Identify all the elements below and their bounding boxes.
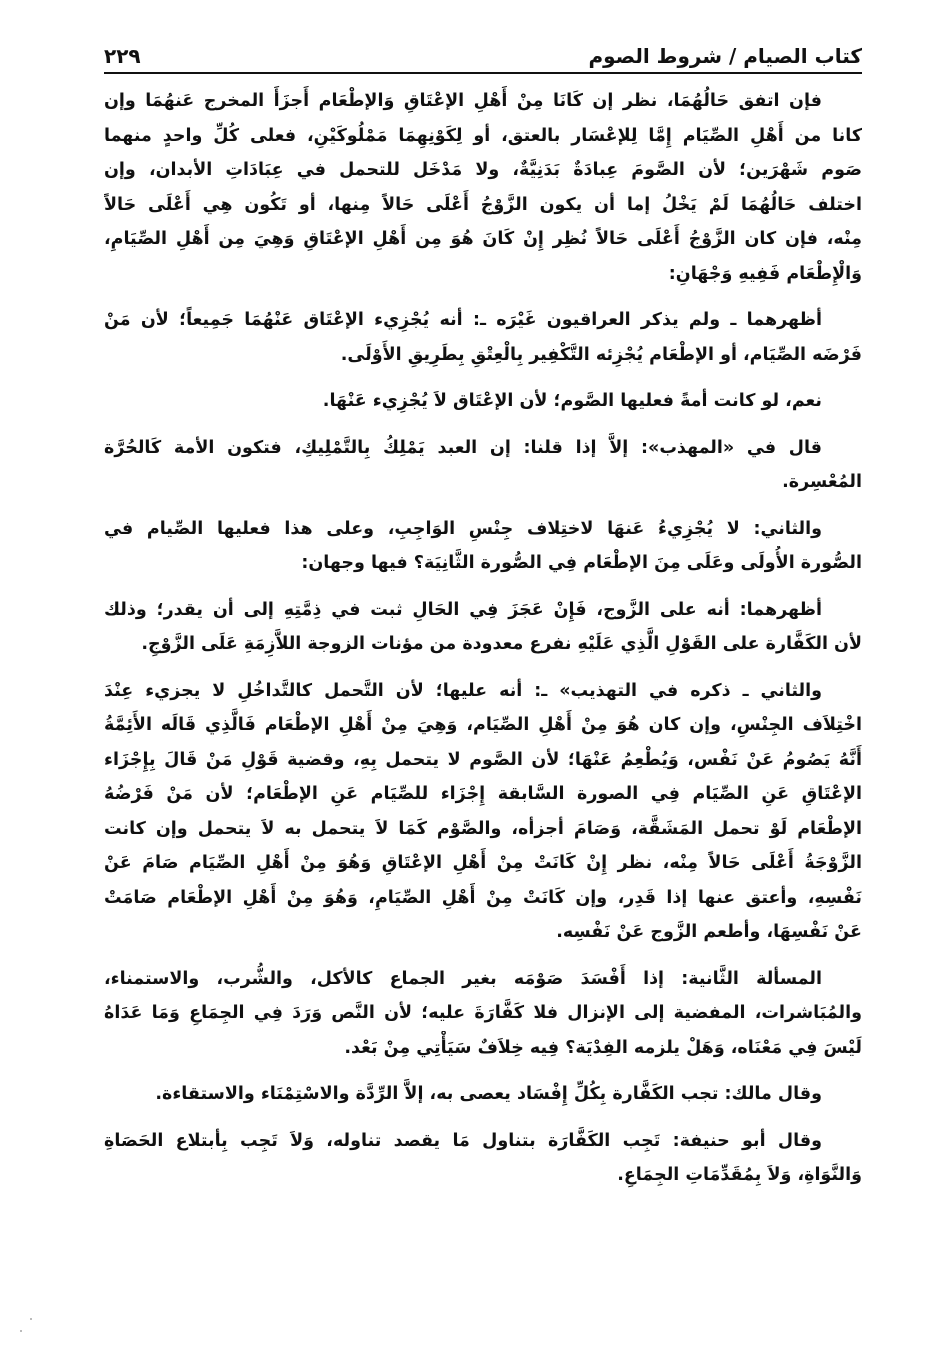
line-text: المُعْسِرة. (782, 472, 862, 492)
scan-speck (30, 1318, 32, 1320)
line-text: اخْتِلاَف الجِنْسِ، وإن كان هُوَ مِنْ أَهْلِ الصِّيَام، وَهِيَ مِنْ أَهْلِ الإطْعَام فَالَّذِي قَالَه الأَئِمَّةُ (104, 715, 862, 735)
text-line (104, 593, 862, 628)
text-line (104, 153, 862, 188)
line-text: مِنْه، فإن كان الزَّوْجُ أَعْلَى حَالاً نُظِر إِنْ كَانَ هُوَ مِن أَهْلِ الإعْتَاقِ وَهِيَ مِن أَهْلِ الصِّيَامِ، (104, 229, 862, 249)
paragraph (104, 962, 862, 1066)
paragraph (104, 84, 862, 291)
line-text: : لا يُجْزِيءُ عَنهَا لاختِلاف جِنْسِ الوَاجِبِ، وعلى هذا فعليها الصِّيام في (104, 518, 761, 539)
paragraph (104, 303, 862, 372)
text-line (104, 512, 862, 547)
line-text: كانا من أَهْلِ الصِّيَام إِمَّا لِلإعْسَار بالعتق، أو لِكَوْنِهِمَا مَمْلُوكَيْنِ، فعلى كُلِّ واحدٍ منهما (104, 125, 862, 146)
text-line (104, 812, 862, 847)
paragraph (104, 431, 862, 500)
scan-speck (20, 1330, 22, 1332)
line-text: ـ ذكره في التهذيب» ـ: أنه عليها؛ لأن التَّحمل كالتَّداخُلِ لا يجزيء عِنْدَ (104, 680, 761, 701)
text-line (104, 1158, 862, 1193)
text-line (104, 546, 862, 581)
text-line (104, 465, 862, 500)
line-text: صَوم شَهْرَين؛ لأن الصَّومَ عِبادَةٌ بَدَنِيَّةٌ، ولا مَدْخَل للتحمل في عِبَادَاتِ الأبدان، وإن (104, 160, 862, 180)
line-text: أَنَّهُ يَصُومُ عَنْ نَفْس، وَيُطْعِمُ عَنْهَا؛ لأن الصَّوم لا يتحمل بِهِ، وقضية قَوْلِ مَنْ قَالَ بِإِجْزَاء (104, 749, 862, 770)
text-line (104, 915, 862, 950)
text-line (104, 188, 862, 223)
paragraph-lead: والثاني (760, 518, 822, 539)
line-text: الإعْتَاقِ عَنِ الصِّيَام فِي الصورة السَّابقة إِجْزَاء للصِّيَام عَنِ الإطْعَام؛ لأن مَنْ فَرْضُهُ (104, 784, 862, 804)
paragraph-lead: أظهرهما (746, 310, 822, 330)
paragraph (104, 674, 862, 950)
running-header (104, 30, 862, 74)
line-text: فإن اتفق حَالُهُمَا، نظر إن كَانَا مِنْ أَهْلِ الإعْتَاقِ وَالإطْعَام أَجزَأَ المخرج عَنهُمَا وإن (104, 91, 822, 111)
line-text: نعم، لو كانت أمةً فعليها الصَّوم؛ لأن الإعْتَاق لاَ يُجْزِيء عَنْهَا. (322, 391, 822, 411)
line-text: لأن الكَفَّارة على القَوْلِ الَّذِي عَلَيْهِ نفرع معدودة من مؤنات الزوجة اللاَّزِمَةِ عَلَى الزَّوْجِ. (141, 634, 862, 654)
line-text: ـ ولم يذكر العراقيون غَيْرَه ـ: أنه يُجْزِيء الإعْتَاق عَنْهُمَا جَمِيعاً؛ لأن مَنْ (104, 310, 747, 330)
line-text: : أنه على الزَّوج، فَإِنْ عَجَزَ فِي الحَالِ ثبت في ذِمَّتِهِ إلى أن يقدر؛ وذلك (104, 599, 747, 620)
line-text: قال في «المهذب»: إلاَّ إذا قلنا: إن العبد يَمْلِكُ بِالتَّمْلِيكِ، فتكون الأمة كَالحُرَّة (104, 437, 822, 458)
text-line (104, 962, 862, 997)
paragraph-lead: أظهرهما (746, 599, 822, 620)
text-line (104, 1124, 862, 1159)
text-line (104, 743, 862, 778)
line-text: فَرْضَه الصِّيَام، أو الإطْعَام يُجْزِئه التَّكْفِير بِالْعِتْقِ بِطَرِيقِ الأَوْلَى. (340, 344, 862, 365)
line-text: نَفْسِهِ، وأعتق عنها إذا قَدِر، وإن كَانَتْ مِنْ أَهْلِ الصِّيَامِ، وَهُوَ مِنْ أَهْلِ الإطْعَام صَامَتْ (104, 887, 862, 908)
text-line (104, 674, 862, 709)
paragraph (104, 384, 862, 419)
text-line (104, 338, 862, 373)
text-line (104, 846, 862, 881)
text-line (104, 627, 862, 662)
text-line (104, 881, 862, 916)
header-title: كتاب الصيام / شروط الصوم (588, 44, 862, 68)
paragraph-lead: والثاني (760, 680, 822, 701)
paragraph (104, 1077, 862, 1112)
paragraph (104, 512, 862, 581)
page-body (104, 84, 862, 1205)
text-line (104, 257, 862, 292)
text-line (104, 384, 862, 419)
text-line (104, 431, 862, 466)
line-text: والمُبَاشرات، المفضية إلى الإنزال فلا كَفَّارَةَ عليه؛ لأن النَّص وَرَدَ فِي الجِمَاعِ وَمَا عَدَاهُ (104, 1003, 862, 1023)
page-number: ٢٢٩ (104, 44, 141, 68)
text-line (104, 996, 862, 1031)
line-text: وَالْإِطْعَام فَفِيهِ وَجْهَانِ: (668, 263, 862, 284)
text-line (104, 119, 862, 154)
text-line (104, 303, 862, 338)
paragraph (104, 1124, 862, 1193)
line-text: وقال مالك: تجب الكَفَّارة بِكُلِّ إِفْسَاد يعصى به، إلاَّ الرِّدَّة والاسْتِمْنَاء والاستقاءة. (155, 1084, 822, 1104)
line-text: عَنْ نَفْسِهَا، وأطعم الزَّوج عَنْ نَفْسِه. (556, 922, 862, 942)
text-line (104, 1031, 862, 1066)
paragraph-lead: المسألة الثَّانية (688, 968, 822, 989)
paragraph (104, 593, 862, 662)
line-text: الصُّورة الأُولَى وعَلَى مِنَ الإطْعَام فِي الصُّورة الثَّانِيَة؟ فيها وجهان: (301, 553, 862, 573)
text-line (104, 84, 862, 119)
line-text: وَالنَّوَاةِ، وَلاَ بِمُقَدِّمَاتِ الجِمَاعِ. (617, 1165, 862, 1185)
line-text: الزَّوْجَةُ أَعْلَى حَالاً مِنْه، نظر إِنْ كَانَتْ مِنْ أَهْلِ الإعْتَاقِ وَهُوَ مِنْ أَهْلِ الصِّيَام صَامَ عَنْ (104, 853, 862, 873)
line-text: الإطْعَام لَوْ تحمل المَشَقَّة، وَصَامَ أجزأه، والصَّوْم كَمَا لاَ يتحمل به لاَ يتحمل وإن كانت (104, 818, 862, 839)
line-text: وقال أبو حنيفة: تَجِب الكَفَّارَة بتناول مَا يقصد تناوله، وَلاَ تَجِب بِأبتلاع الحَصَاةِ (104, 1130, 822, 1151)
text-line (104, 1077, 862, 1112)
line-text: اختلف حَالُهُمَا لَمْ يَخْلُ إما أن يكون الزَّوْجُ أَعْلَى حَالاً مِنها، أو تَكُون هِي أَعْلَى حَالاً (104, 194, 862, 215)
text-line (104, 777, 862, 812)
line-text: لَيْسَ فِي مَعْنَاه، وَهَلْ يلزمه الفِدْيَة؟ فِيه خِلاَفٌ سَيَأْتِي مِنْ بَعْد. (344, 1037, 862, 1058)
text-line (104, 708, 862, 743)
line-text: : إذا أَفْسَدَ صَوْمَه بغير الجماع كالأكل، والشُّرب، والاستمناء، (104, 968, 689, 989)
text-line (104, 222, 862, 257)
